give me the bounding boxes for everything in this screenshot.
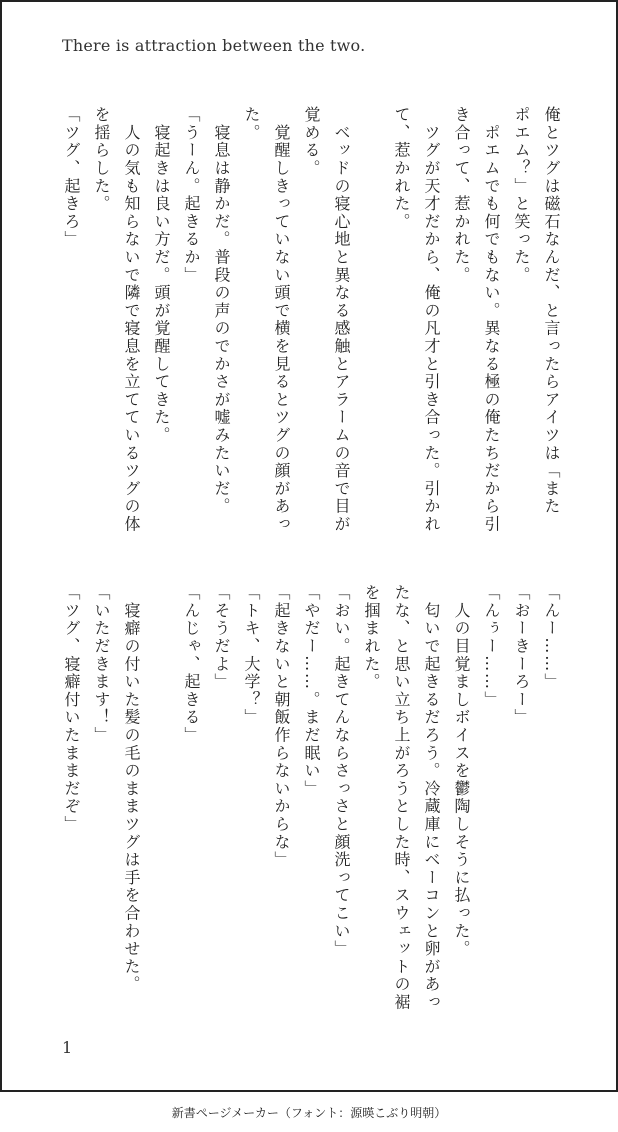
text-line: ベッドの寝心地と異なる感触とアラームの音で目が <box>332 106 351 534</box>
text-line <box>146 584 176 1024</box>
text-line: 俺とツグは磁石なんだ、と言ったらアイツは「また <box>542 106 561 516</box>
text-line: 「うーん。起きるか」 <box>182 106 201 284</box>
text-line: き合って、惹かれた。 <box>452 106 471 284</box>
footer-credit: 新書ページメーカー（フォント：源暎こぶり明朝） <box>171 1106 447 1120</box>
text-line: 人の気も知らないで隣で寝息を立てているツグの体 <box>122 106 141 534</box>
text-line: 「起きないと朝飯作らないからな」 <box>272 584 291 869</box>
page-title: There is attraction between the two. <box>62 36 366 55</box>
text-line: 匂いで起きるだろう。冷蔵庫にベーコンと卵があっ <box>422 584 441 1012</box>
text-line: たな、と思い立ち上がろうとした時、スウェットの裾 <box>392 584 411 1012</box>
text-line: 「いただきます！」 <box>92 584 111 745</box>
text-line: 「おい。起きてんならさっさと顔洗ってこい」 <box>332 584 351 958</box>
text-line <box>356 106 386 542</box>
text-line: 覚醒しきっていない頭で横を見るとツグの顔があっ <box>272 106 291 534</box>
text-line: 「んじゃ、起きる」 <box>182 584 201 745</box>
text-line: 「んー……」 <box>542 584 561 691</box>
text-line: ポエムでも何でもない。異なる極の俺たちだから引 <box>482 106 501 534</box>
text-line: 寝癖の付いた髪の毛のままツグは手を合わせた。 <box>122 584 141 994</box>
text-line: 覚める。 <box>302 106 321 178</box>
text-line: を掴まれた。 <box>362 584 381 691</box>
vertical-text-block-bottom <box>54 584 566 1024</box>
text-line: 「トキ、大学？」 <box>242 584 261 727</box>
text-line: 「ツグ、起きろ」 <box>62 106 81 249</box>
text-line: を揺らした。 <box>92 106 111 213</box>
vertical-text-block-top <box>54 106 566 542</box>
text-line: 人の目覚ましボイスを鬱陶しそうに払った。 <box>452 584 471 958</box>
text-line: 「そうだよ」 <box>212 584 231 691</box>
text-line: 「ツグ、寝癖付いたままだぞ」 <box>62 584 81 834</box>
text-line: 「やだー……。まだ眠い」 <box>302 584 321 798</box>
page-number: 1 <box>62 1038 73 1057</box>
text-line: て、惹かれた。 <box>392 106 411 231</box>
text-line: ツグが天才だから、俺の凡才と引き合った。引かれ <box>422 106 441 534</box>
text-line: 「んぅー……」 <box>482 584 501 709</box>
text-line: 「おーきーろー」 <box>512 584 531 727</box>
text-line: ポエム？」と笑った。 <box>512 106 531 284</box>
text-line: た。 <box>242 106 261 142</box>
text-line: 寝起きは良い方だ。頭が覚醒してきた。 <box>152 106 171 445</box>
text-line: 寝息は静かだ。普段の声のでかさが嘘みたいだ。 <box>212 106 231 516</box>
